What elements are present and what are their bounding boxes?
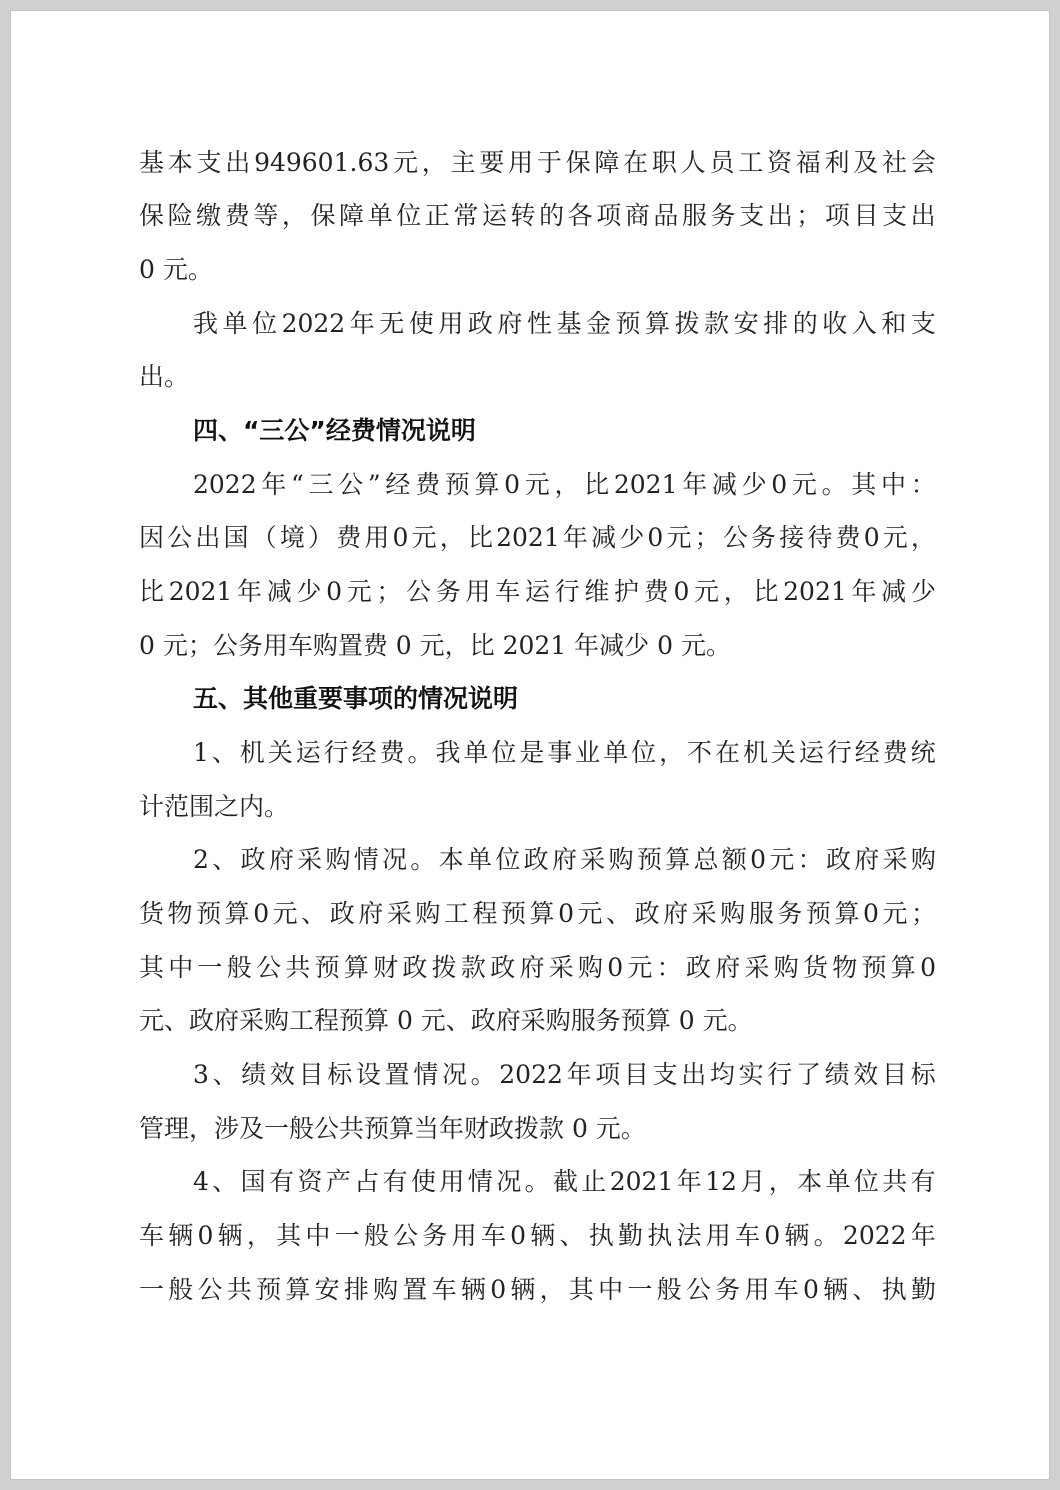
paragraph-line: 一 般 公 共 预 算 安 排 购 置 车 辆 0 辆 ， 其 中 一 般 公 务 用 车 0 辆 、 执 勤 [139,1275,936,1304]
paragraph-line: 管理，涉及一般公共预算当年财政拨款 0 元。 [139,1114,646,1143]
paragraph-line: 2022 年 “ 三 公 ” 经 费 预 算 0 元 ， 比 2021 年 减 少 0 元 。 其 中 ： [193,470,936,499]
paragraph-line: 计范围之内。 [139,792,290,821]
paragraph-line: 基 本 支 出 949601.63 元 ， 主 要 用 于 保 障 在 职 人 员 工 资 福 利 及 社 会 [139,148,936,177]
paragraph-line: 1 、 机 关 运 行 经 费 。 我 单 位 是 事 业 单 位 ， 不 在 机 关 运 行 经 费 统 [193,738,936,767]
paragraph-line: 4 、 国 有 资 产 占 有 使 用 情 况 。 截 止 2021 年 12 月 ， 本 单 位 共 有 [193,1167,936,1196]
paragraph-line: 3 、 绩 效 目 标 设 置 情 况 。 2022 年 项 目 支 出 均 实 行 了 绩 效 目 标 [193,1060,936,1089]
paragraph-line: 2 、 政 府 采 购 情 况 。 本 单 位 政 府 采 购 预 算 总 额 0 元 ： 政 府 采 购 [193,845,936,874]
paragraph-line: 元、政府采购工程预算 0 元、政府采购服务预算 0 元。 [139,1006,753,1035]
paragraph-line: 比 2021 年 减 少 0 元 ； 公 务 用 车 运 行 维 护 费 0 元 ， 比 2021 年 减 少 [139,577,936,606]
paragraph-line: 我 单 位 2022 年 无 使 用 政 府 性 基 金 预 算 拨 款 安 排 的 收 入 和 支 [193,309,936,338]
paragraph-line: 货 物 预 算 0 元 、 政 府 采 购 工 程 预 算 0 元 、 政 府 采 购 服 务 预 算 0 元 ； [139,899,936,928]
paragraph-line: 保 险 缴 费 等 ， 保 障 单 位 正 常 运 转 的 各 项 商 品 服 务 支 出 ； 项 目 支 出 [139,201,936,230]
paragraph-line: 0 元；公务用车购置费 0 元，比 2021 年减少 0 元。 [139,631,731,660]
document-body [139,149,936,1309]
paragraph-line: 其 中 一 般 公 共 预 算 财 政 拨 款 政 府 采 购 0 元 ： 政 府 采 购 货 物 预 算 0 [139,953,936,982]
paragraph-line: 车 辆 0 辆 ， 其 中 一 般 公 务 用 车 0 辆 、 执 勤 执 法 用 车 0 辆 。 2022 年 [139,1221,936,1250]
paragraph-line: 出。 [139,362,190,391]
paragraph-line: 0 元。 [139,255,213,284]
section-heading: 四、“三公”经费情况说明 [193,416,476,445]
paragraph-line: 因 公 出 国 （ 境 ） 费 用 0 元 ， 比 2021 年 减 少 0 元 ； 公 务 接 待 费 0 元 ， [139,523,936,552]
section-heading: 五、其他重要事项的情况说明 [193,684,519,713]
document-page [10,10,1050,1480]
